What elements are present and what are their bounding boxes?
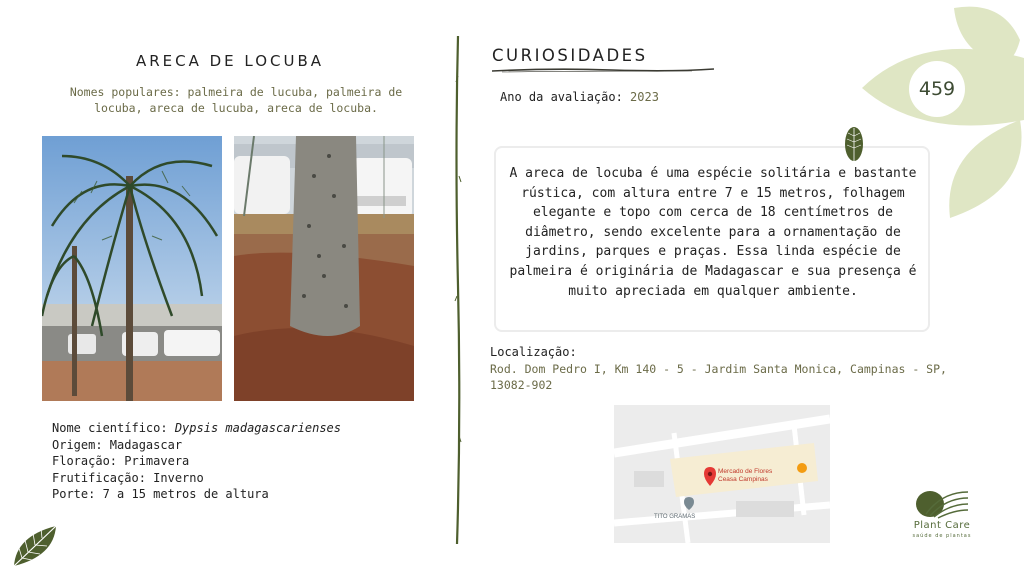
vertical-divider (452, 36, 464, 544)
logo-tagline: saúde de plantas (912, 533, 972, 539)
popular-names: Nomes populares: palmeira de lucuba, palmeira de locuba, areca de lucuba, areca de locuba. (69, 85, 403, 115)
map-food-icon (797, 463, 807, 473)
flowering: Floração: Primavera (52, 454, 190, 468)
origin: Origem: Madagascar (52, 437, 183, 452)
title-underline (492, 66, 714, 74)
size: Porte: 7 a 15 metros de altura (52, 487, 269, 501)
fruiting: Frutificação: Inverno (52, 470, 204, 485)
location-label: Localização: (490, 345, 577, 359)
description-text: A areca de locuba é uma espécie solitária e bastante rústica, com altura entre 7 e 15 metros, folhagem elegante e topo com cerca de 18 centímetros de diâmetro, sendo excelente para a ornamentação de jardins, parques e praças. Essa linda espécie de palmeira é originária de Madagascar e sua presença é muito apreciada em qualquer ambiente. (509, 166, 917, 299)
leaf-icon (10, 522, 62, 570)
curiosities-title: CURIOSIDADES (492, 46, 648, 65)
evaluation-year (500, 90, 659, 104)
logo-name: Plant Care (913, 520, 971, 531)
map-other-label: TITO GRAMAS (654, 514, 696, 520)
map-marker-label-2: Ceasa Campinas (718, 476, 768, 483)
decorative-leaves-icon (862, 0, 1024, 224)
evaluation-year-label: Ano da avaliação: (500, 90, 631, 104)
page-number-badge: 459 (918, 78, 956, 100)
palm-tree-photo (42, 136, 222, 401)
plant-info (52, 420, 341, 503)
plant-title: ARECA DE LOCUBA (135, 52, 325, 70)
location-address: Rod. Dom Pedro I, Km 140 - 5 - Jardim Santa Monica, Campinas - SP, 13082-902 (490, 362, 947, 392)
location-map[interactable] (614, 405, 830, 543)
trunk-photo (234, 136, 414, 401)
scientific-name-label: Nome científico: (52, 421, 175, 435)
plant-care-logo (912, 486, 970, 520)
evaluation-year-value: 2023 (630, 90, 659, 104)
scientific-name (52, 420, 341, 437)
scientific-name-value: Dypsis madagascarienses (174, 421, 341, 435)
map-marker-label-1: Mercado de Flores (718, 468, 773, 475)
